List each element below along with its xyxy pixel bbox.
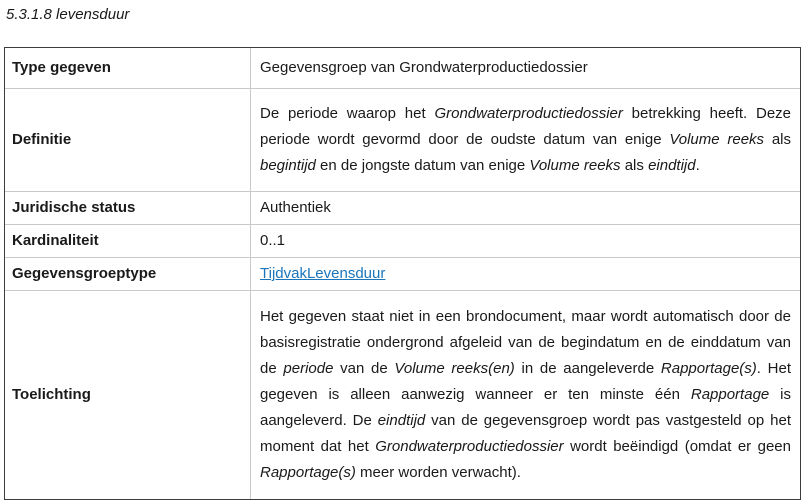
table-row (5, 291, 800, 500)
row-label: Juridische status (5, 192, 251, 225)
row-label: Kardinaliteit (5, 225, 251, 258)
row-value-text: 0..1 (260, 232, 286, 249)
row-value (251, 291, 801, 500)
row-label: Gegevensgroeptype (5, 258, 251, 291)
levensduur-spec-table (5, 48, 800, 499)
row-value (251, 89, 801, 192)
row-value (251, 225, 801, 258)
table-row (5, 258, 800, 291)
row-value (251, 192, 801, 225)
section-heading: 5.3.1.8 levensduur (6, 6, 130, 23)
spec-table-border (4, 47, 801, 500)
table-row (5, 192, 800, 225)
table-row (5, 89, 800, 192)
row-value-text: Authentiek (260, 199, 331, 216)
table-row (5, 48, 800, 89)
row-value (251, 48, 801, 89)
row-label: Definitie (5, 89, 251, 192)
gegevensgroeptype-link[interactable]: TijdvakLevensduur (260, 265, 386, 282)
row-value-text (260, 261, 791, 287)
row-value-text: Gegevensgroep van Grondwaterproductiedossier (260, 59, 588, 76)
row-label: Toelichting (5, 291, 251, 500)
row-value (251, 258, 801, 291)
table-row (5, 225, 800, 258)
row-label: Type gegeven (5, 48, 251, 89)
spec-table-body (5, 48, 800, 499)
row-value-text: Het gegeven staat niet in een brondocument, maar wordt automatisch door de basisregistratie ondergrond afgeleid van de begindatum en de einddatum van de periode van de Volume reeks(en) in de aangeleverde Rapportage(s). Het gegeven is alleen aanwezig wanneer er ten minste één Rapportage is aangeleverd. De eindtijd van de gegevensgroep wordt pas vastgesteld op het moment dat het Grondwaterproductiedossier wordt beëindigd (omdat er geen Rapportage(s) meer worden verwacht). (260, 308, 791, 481)
row-value-text: De periode waarop het Grondwaterproductiedossier betrekking heeft. Deze periode wordt gevormd door de oudste datum van enige Volume reeks als begintijd en de jongste datum van enige Volume reeks als eindtijd. (260, 105, 792, 174)
